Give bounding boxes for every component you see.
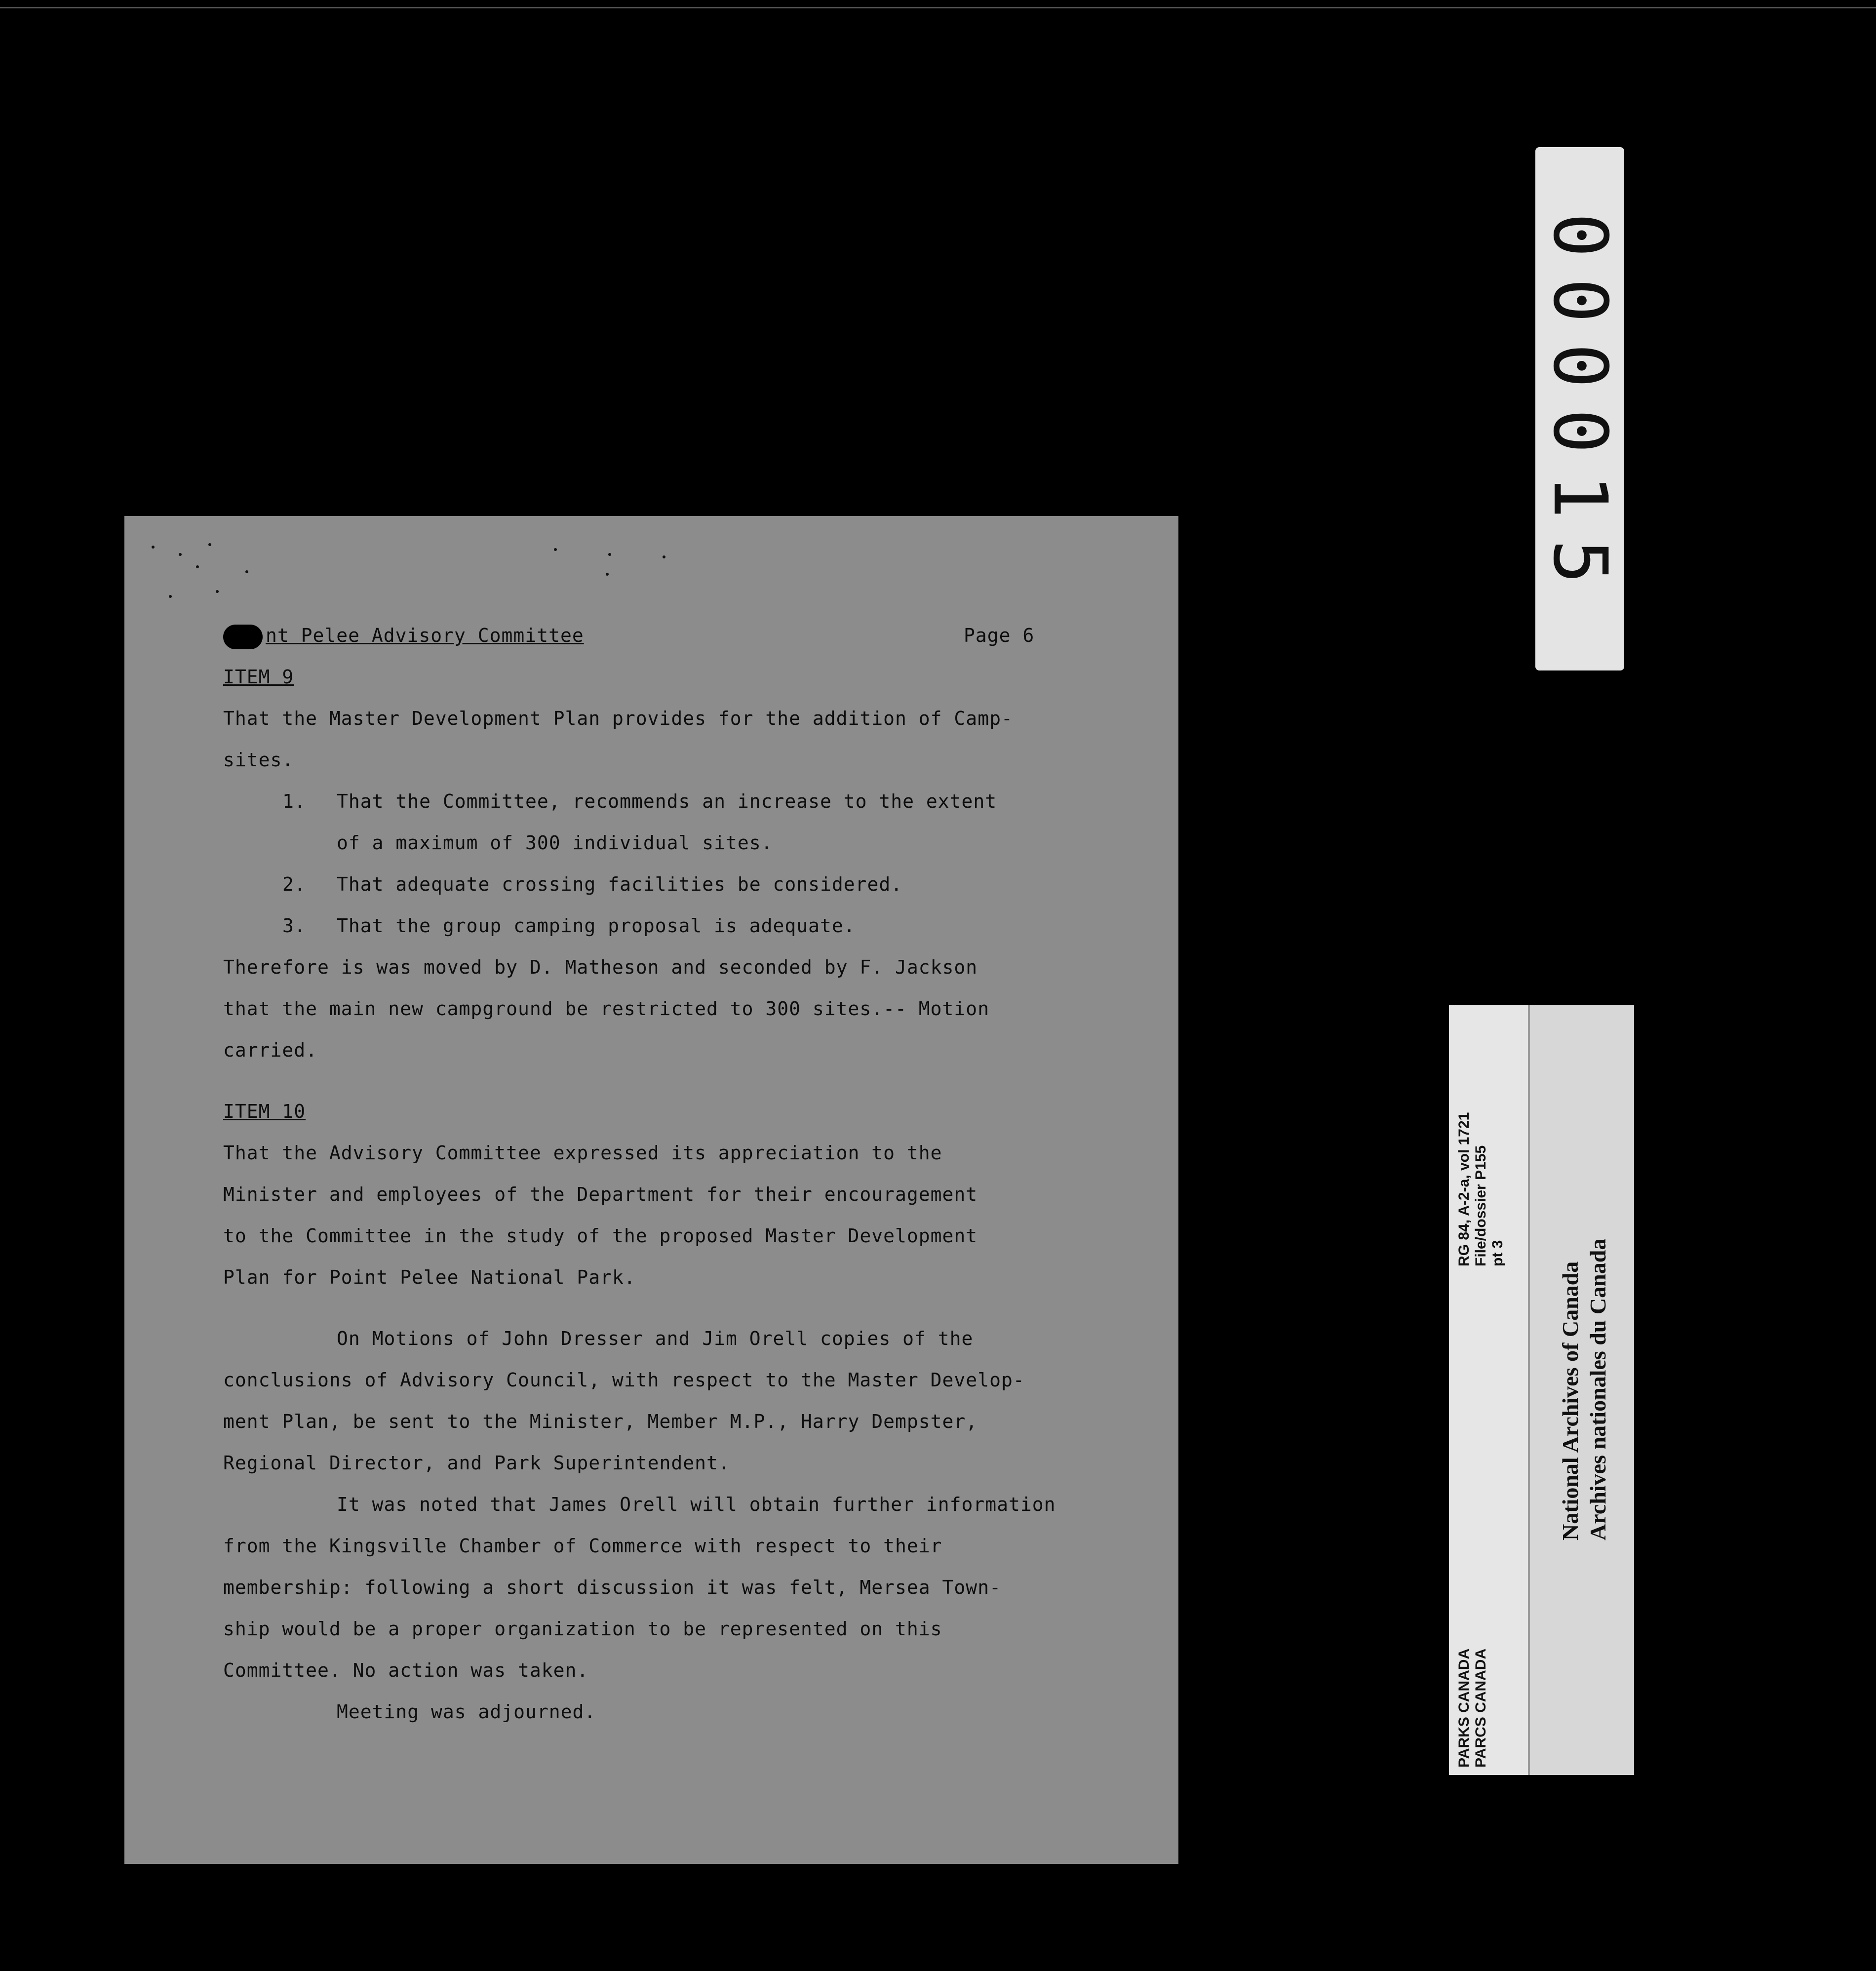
speck	[208, 543, 211, 546]
item-9-intro-line: That the Master Development Plan provides for the addition of Camp-	[223, 708, 1013, 729]
motions-line: On Motions of John Dresser and Jim Orell copies of the	[337, 1328, 974, 1349]
speck	[608, 553, 611, 556]
page-number: Page 6	[964, 625, 1035, 646]
item-9-point	[223, 905, 1161, 946]
motions-line: conclusions of Advisory Council, with respect to the Master Develop-	[223, 1369, 1025, 1391]
point-number: 1.	[282, 790, 306, 812]
speck	[179, 553, 182, 556]
strip-divider	[1528, 1005, 1530, 1775]
frame-counter-label	[1535, 147, 1624, 670]
speck	[554, 548, 557, 551]
closing-line: Meeting was adjourned.	[337, 1701, 596, 1723]
committee-title: nt Pelee Advisory Committee	[266, 625, 584, 646]
speck	[152, 546, 155, 549]
reference-line: pt 3	[1489, 1240, 1506, 1266]
item-9-intro-line: sites.	[223, 749, 294, 771]
noted-line: membership: following a short discussion it was felt, Mersea Town-	[223, 1577, 1001, 1598]
document-page	[124, 516, 1178, 1864]
speck	[245, 570, 248, 573]
item-10-heading: ITEM 10	[223, 1101, 306, 1122]
noted-line: It was noted that James Orell will obtain further information	[337, 1494, 1056, 1515]
point-number: 2.	[282, 873, 306, 895]
motion-line: Therefore is was moved by D. Matheson and seconded by F. Jackson	[223, 956, 978, 978]
org-line: PARKS CANADA	[1456, 1648, 1472, 1768]
point-text: of a maximum of 300 individual sites.	[337, 832, 773, 854]
item-10-line: to the Committee in the study of the proposed Master Development	[223, 1225, 978, 1247]
motion-line: carried.	[223, 1039, 318, 1061]
spacer	[223, 1298, 1161, 1318]
page-header	[223, 615, 1161, 656]
archive-reference	[1456, 1112, 1506, 1266]
ink-blot	[223, 625, 263, 649]
point-text: That adequate crossing facilities be considered.	[337, 873, 903, 895]
frame-number: 000015	[1537, 213, 1623, 605]
item-9-point	[223, 781, 1161, 864]
national-archives-label	[1557, 1239, 1612, 1540]
reference-line: File/dossier P155	[1473, 1145, 1489, 1266]
archive-reference-strip	[1449, 1005, 1634, 1775]
motions-line: ment Plan, be sent to the Minister, Member M.P., Harry Dempster,	[223, 1411, 978, 1432]
org-line: PARCS CANADA	[1473, 1648, 1489, 1768]
noted-line: Committee. No action was taken.	[223, 1659, 589, 1681]
item-9-heading: ITEM 9	[223, 666, 294, 688]
noted-line: ship would be a proper organization to be represented on this	[223, 1618, 942, 1640]
motions-line: Regional Director, and Park Superintendent.	[223, 1452, 730, 1474]
film-edge-rule	[0, 7, 1876, 8]
speck	[169, 595, 172, 598]
speck	[663, 555, 665, 558]
archive-name-line: National Archives of Canada	[1558, 1261, 1583, 1540]
item-10-line: That the Advisory Committee expressed its appreciation to the	[223, 1142, 942, 1164]
item-9-point	[223, 864, 1161, 905]
reference-line: RG 84, A-2-a, vol 1721	[1456, 1112, 1472, 1266]
noted-line: from the Kingsville Chamber of Commerce with respect to their	[223, 1535, 942, 1557]
spacer	[223, 1071, 1161, 1091]
speck	[606, 573, 609, 576]
parks-canada-label	[1456, 1649, 1489, 1768]
item-10-line: Minister and employees of the Department for their encouragement	[223, 1183, 978, 1205]
point-number: 3.	[282, 915, 306, 937]
motion-line: that the main new campground be restricted to 300 sites.-- Motion	[223, 998, 990, 1020]
speck	[216, 590, 219, 593]
point-text: That the Committee, recommends an increase to the extent	[337, 790, 997, 812]
archive-name-line: Archives nationales du Canada	[1585, 1238, 1610, 1540]
item-10-line: Plan for Point Pelee National Park.	[223, 1266, 636, 1288]
document-body	[223, 615, 1161, 1733]
speck	[196, 565, 199, 568]
point-text: That the group camping proposal is adequate.	[337, 915, 856, 937]
